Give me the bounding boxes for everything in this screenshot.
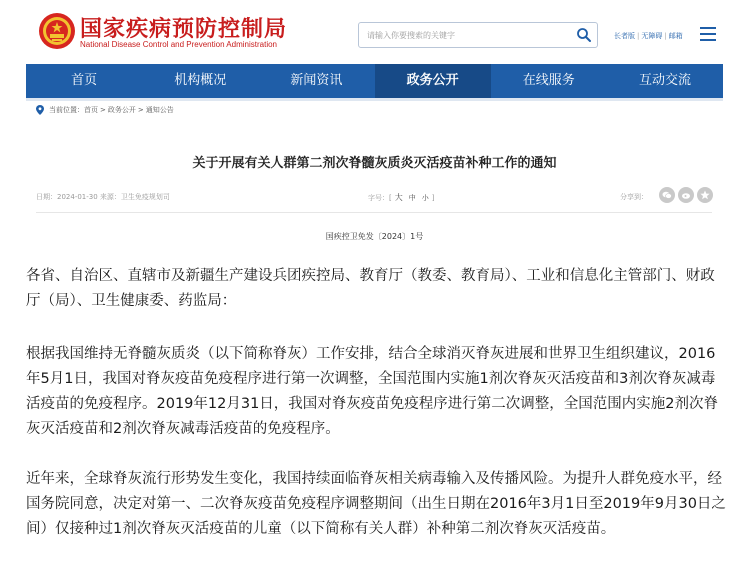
nav-item-online-services[interactable]: 在线服务 [522,73,575,88]
meta-divider [36,212,712,213]
article-paragraph: 根据我国维持无脊髓灰质炎（以下简称脊灰）工作安排，结合全球消灭脊灰进展和世界卫生组织建议，2016年5月1日，我国对脊灰疫苗免疫程序进行第一次调整，全国范围内实施1剂次脊灰灭活疫苗和3剂次脊灰减毒活疫苗的免疫程序。2019年12月31日，我国对脊灰疫苗免疫程序进行第二次调整，全国范围内实施2剂次脊灰灭活疫苗和2剂次脊灰减毒活疫苗的免疫程序。 [26,346,719,437]
nav-item-gov-affairs[interactable]: 政务公开 [375,64,491,98]
search-input[interactable] [367,27,572,43]
hamburger-menu-icon[interactable] [700,27,716,41]
separator: | [637,32,640,40]
nav-item-news[interactable]: 新闻资讯 [290,73,343,88]
national-emblem-icon[interactable] [38,12,76,50]
search-icon[interactable] [576,27,592,43]
share-label: 分享到： [620,193,648,201]
wechat-icon[interactable] [659,187,675,203]
site-header [0,0,749,62]
top-links [614,31,683,41]
site-logo-subtitle: National Disease Control and Prevention Administration [80,40,277,49]
nav-item-home[interactable]: 首页 [71,73,98,88]
article-paragraph: 各省、自治区、直辖市及新疆生产建设兵团疾控局、教育厅（教委、教育局）、工业和信息化主管部门、财政厅（局）、卫生健康委、药监局： [26,268,715,309]
breadcrumb-notices[interactable]: 通知公告 [145,106,174,114]
location-pin-icon [36,105,44,115]
accessibility-link[interactable]: 无障碍 [641,32,663,40]
breadcrumb-prefix: 当前位置： [49,106,84,114]
mailbox-link[interactable]: 邮箱 [668,32,683,40]
breadcrumb-separator: > [137,106,144,114]
article-title: 关于开展有关人群第二剂次脊髓灰质炎灭活疫苗补种工作的通知 [192,156,557,171]
article-paragraph: 近年来，全球脊灰流行形势发生变化，我国持续面临脊灰相关病毒输入及传播风险。为提升人群免疫水平，经国务院同意，决定对第一、二次脊灰疫苗免疫程序调整期间（出生日期在2016年3月1日至2019年9月30日之间）仅接种过1剂次脊灰灭活疫苗的儿童（以下简称有关人群）补种第二剂次脊灰灭活疫苗。 [26,471,726,537]
breadcrumb-separator: > [100,106,106,114]
article-date-source: 日期：2024-01-30 来源：卫生免疫规划司 [36,193,170,201]
breadcrumb-gov-affairs[interactable]: 政务公开 [107,106,136,114]
article-meta [36,187,712,207]
nav-item-interaction[interactable]: 互动交流 [638,73,691,88]
main-nav [26,64,723,98]
breadcrumb [36,105,174,115]
share-icons [656,187,713,203]
elder-mode-link[interactable]: 长者版 [614,32,635,40]
font-size-small[interactable]: 小 [421,194,429,202]
search-box [358,22,598,48]
weibo-icon[interactable] [678,187,694,203]
site-logo-title[interactable]: 国家疾病预防控制局 [80,17,288,42]
font-size-medium[interactable]: 中 [408,194,416,202]
breadcrumb-home[interactable]: 首页 [84,106,98,114]
qzone-icon[interactable] [697,187,713,203]
font-size-switcher: 字号：[ 大 中 小 ] [368,193,435,202]
font-size-label: 字号： [368,194,389,202]
nav-item-about[interactable]: 机构概况 [174,73,227,88]
font-size-large[interactable]: 大 [394,193,403,202]
nav-underline [26,98,723,101]
document-number: 国疾控卫免发〔2024〕1号 [325,232,424,241]
separator: | [664,32,667,40]
